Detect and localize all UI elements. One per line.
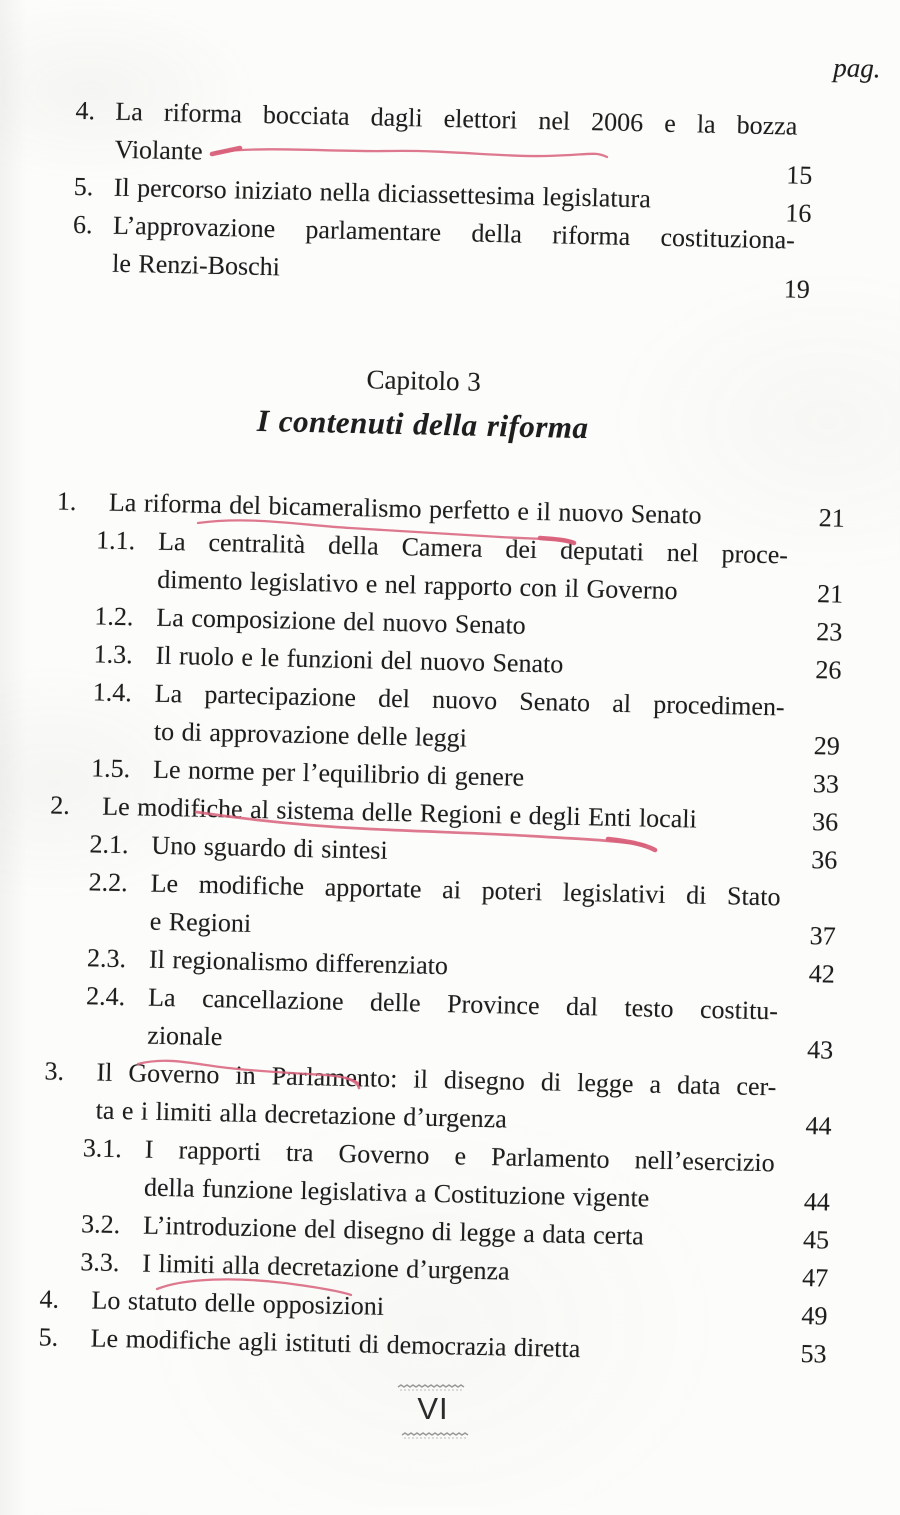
page-column-header: pag. [833, 52, 881, 84]
previous-chapter-entries [0, 90, 898, 304]
toc-entry-number: 5. [73, 171, 94, 202]
toc-entry-page: 36 [811, 807, 839, 837]
chapter-heading [0, 351, 874, 459]
chapter-toc [0, 481, 889, 1374]
toc-entry-line: Il percorso iniziato nella diciassettesima legislatura [113, 172, 652, 214]
toc-entry-page: 23 [815, 617, 843, 647]
toc-entry-line: Il ruolo e le funzioni del nuovo Senato [155, 640, 564, 679]
toc-entry-number: 1. [56, 486, 77, 516]
toc-entry-page: 16 [785, 198, 812, 228]
toc-entry-line: L’approvazione parlamentare della riforma costituziona- [112, 210, 796, 255]
toc-entry-number: 2.2. [88, 867, 128, 898]
toc-entry-number: 1.1. [95, 525, 136, 556]
toc-entry-page: 19 [783, 274, 811, 304]
toc-entry-page: 26 [815, 655, 842, 685]
toc-entry-page: 49 [801, 1300, 828, 1331]
toc-entry-number: 4. [39, 1284, 60, 1314]
toc-entry-number: 1.3. [93, 639, 133, 670]
toc-entry-page: 53 [800, 1338, 827, 1369]
toc-entry-line: La centralità della Camera dei deputati nel proce- [157, 526, 789, 570]
toc-entry-number: 3.1. [82, 1133, 123, 1164]
toc-entry-number: 1.2. [94, 601, 134, 632]
toc-entry-number: 6. [72, 209, 93, 240]
toc-entry-number: 4. [75, 95, 96, 126]
toc-entry-page: 42 [808, 959, 836, 989]
toc-entry-page: 37 [809, 921, 836, 951]
toc-entry-line: La riforma bocciata dagli elettori nel 2006 e la bozza [115, 96, 798, 141]
toc-entry-text [149, 865, 781, 955]
toc-entry-page: 33 [812, 769, 840, 799]
toc-entry-number: 3.3. [80, 1247, 120, 1278]
toc-entry-line: La riforma del bicameralismo perfetto e il nuovo Senato [108, 487, 702, 530]
toc-entry-number: 1.5. [90, 753, 131, 784]
toc-entry-number: 2. [50, 790, 71, 820]
toc-entry-number: 5. [38, 1322, 59, 1352]
toc-entry-line: Le modifiche agli istituti di democrazia diretta [90, 1323, 581, 1364]
toc-entry-page: 21 [818, 503, 846, 533]
toc-entry-text [112, 207, 795, 298]
toc-entry-line: Le modifiche apportate ai poteri legislativi di Stato [150, 868, 781, 912]
chapter-title: I contenuti della riforma [256, 402, 589, 446]
toc-entry-line: I rapporti tra Governo e Parlamento nell’esercizio [144, 1134, 776, 1178]
toc-entry-number: 3. [44, 1056, 65, 1086]
toc-entry-line: dimento legislativo e nel rapporto con il Governo [156, 564, 678, 606]
toc-entry-line: Il Governo in Parlamento: il disegno di legge a data cer- [96, 1057, 777, 1102]
toc-entry-line: le Renzi-Boschi [111, 248, 281, 282]
toc-entry-line: La composizione del nuovo Senato [156, 602, 527, 640]
chapter-number: Capitolo 3 [366, 364, 482, 397]
toc-entry-line: Lo statuto delle opposizioni [91, 1285, 385, 1321]
toc-entry-page: 43 [806, 1035, 834, 1065]
toc-entry-line: Le modifiche al sistema delle Regioni e degli Enti locali [102, 791, 698, 834]
toc-entry-number: 2.1. [89, 829, 129, 860]
folio-page-number: VI [417, 1391, 449, 1426]
toc-entry-page: 47 [801, 1262, 829, 1293]
toc-entry-text [147, 979, 779, 1069]
toc-entry-page: 44 [803, 1187, 831, 1217]
toc-entry-line: Violante [114, 134, 203, 166]
toc-entry-page: 15 [785, 160, 813, 190]
toc-entry-line: Il regionalismo differenziato [148, 944, 449, 981]
toc-entry-text [95, 1054, 776, 1145]
toc-entry-text [154, 675, 786, 765]
toc-entry-page: 29 [813, 731, 841, 761]
toc-entry-text [157, 523, 789, 613]
toc-entry-line: Le norme per l’equilibrio di genere [152, 754, 525, 792]
toc-entry-line: ta e i limiti alla decretazione d’urgenza [95, 1095, 508, 1134]
toc-entry-number: 3.2. [80, 1209, 121, 1240]
toc-entry-page: 44 [805, 1111, 832, 1141]
toc-entry-line: L’introduzione del disegno di legge a data certa [142, 1210, 644, 1251]
toc-entry-line: La partecipazione del nuovo Senato al procedimen- [154, 678, 785, 722]
toc-entry-line: to di approvazione delle leggi [153, 716, 468, 753]
toc-entry-number: 2.3. [86, 943, 127, 974]
toc-entry-line: I limiti alla decretazione d’urgenza [142, 1248, 510, 1286]
toc-entry-line: La cancellazione delle Province dal testo costitu- [147, 982, 779, 1026]
toc-entry-line: Uno sguardo di sintesi [151, 830, 389, 865]
toc-entry-page: 36 [811, 845, 838, 875]
toc-entry-number: 2.4. [85, 981, 126, 1012]
toc-entry-text [144, 1131, 776, 1221]
toc-entry-line: e Regioni [149, 906, 252, 938]
toc-entry-line: della funzione legislativa a Costituzione vigente [143, 1172, 650, 1213]
toc-entry-line: zionale [147, 1020, 223, 1052]
toc-entry-number: 1.4. [92, 677, 133, 708]
toc-entry-page: 45 [802, 1225, 830, 1255]
toc-entry-page: 21 [816, 579, 844, 609]
